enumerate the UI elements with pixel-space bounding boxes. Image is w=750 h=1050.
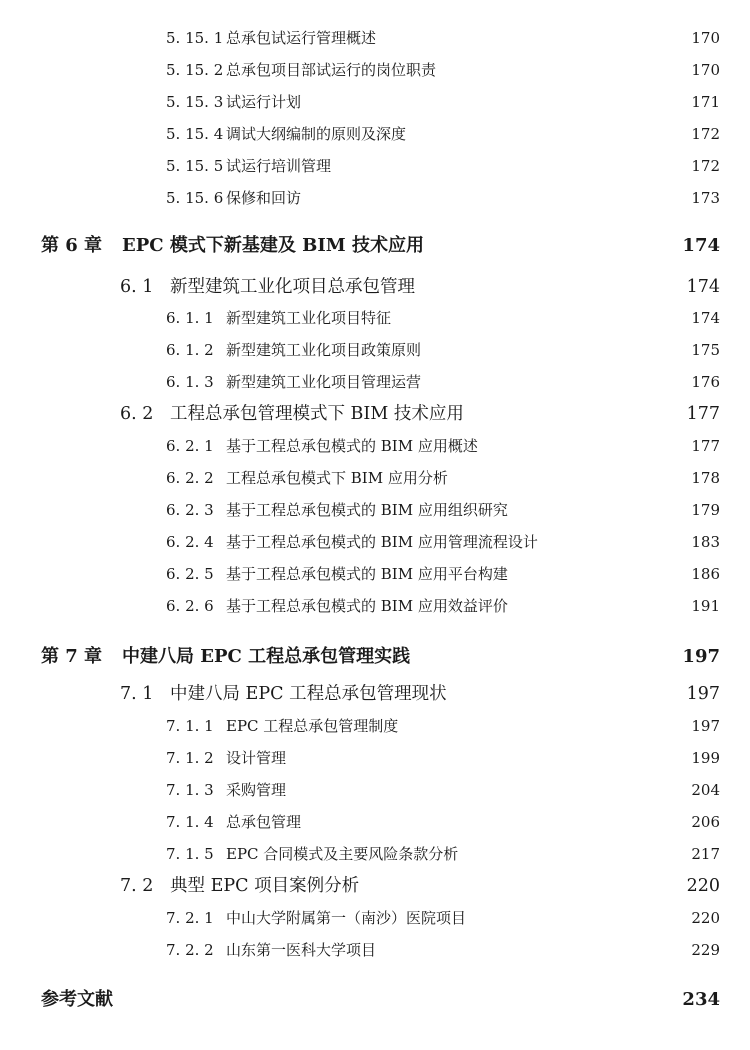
toc-entry-title: 工程总承包管理模式下 BIM 技术应用 xyxy=(170,404,464,424)
toc-entry xyxy=(0,433,750,459)
toc-entry xyxy=(0,529,750,555)
toc-entry-page-number: 177 xyxy=(686,404,720,424)
toc-entry xyxy=(0,681,750,707)
toc-entry-title: 基于工程总承包模式的 BIM 应用平台构建 xyxy=(226,565,508,583)
toc-entry xyxy=(0,987,750,1013)
toc-entry-page-number: 199 xyxy=(691,749,720,767)
toc-entry-page-number: 174 xyxy=(691,309,720,327)
toc-entry xyxy=(0,937,750,963)
toc-entry xyxy=(0,25,750,51)
toc-entry-title: 工程总承包模式下 BIM 应用分析 xyxy=(226,469,448,487)
toc-entry-page-number: 186 xyxy=(691,565,720,583)
toc-entry-title: 试运行计划 xyxy=(226,93,302,111)
toc-entry-title: 山东第一医科大学项目 xyxy=(226,941,377,959)
toc-entry xyxy=(0,401,750,427)
toc-entry-number: 6. 2. 1 xyxy=(166,437,214,455)
toc-entry-page-number: 197 xyxy=(686,684,720,704)
toc-entry-page-number: 220 xyxy=(691,909,720,927)
toc-entry xyxy=(0,809,750,835)
toc-entry-number: 6. 2. 4 xyxy=(166,533,214,551)
toc-entry-number: 第 7 章 xyxy=(41,646,103,667)
toc-entry-title: 中山大学附属第一（南沙）医院项目 xyxy=(226,909,467,927)
toc-entry-title: 新型建筑工业化项目政策原则 xyxy=(226,341,422,359)
toc-entry-page-number: 177 xyxy=(691,437,720,455)
toc-entry-page-number: 174 xyxy=(686,277,720,297)
toc-entry-number: 6. 2. 2 xyxy=(166,469,214,487)
toc-entry xyxy=(0,593,750,619)
toc-entry-page-number: 217 xyxy=(691,845,720,863)
toc-entry-number: 6. 1. 1 xyxy=(166,309,214,327)
toc-entry-number: 6. 2 xyxy=(120,404,154,424)
toc-entry xyxy=(0,497,750,523)
toc-entry-title: 参考文献 xyxy=(41,989,113,1010)
toc-entry-number: 6. 2. 5 xyxy=(166,565,214,583)
toc-entry-number: 6. 2. 6 xyxy=(166,597,214,615)
toc-entry-number: 第 6 章 xyxy=(41,235,103,256)
toc-entry-title: 基于工程总承包模式的 BIM 应用组织研究 xyxy=(226,501,508,519)
toc-entry-page-number: 176 xyxy=(691,373,720,391)
toc-entry-page-number: 197 xyxy=(691,717,720,735)
toc-entry-page-number: 204 xyxy=(691,781,720,799)
toc-entry-title: 设计管理 xyxy=(226,749,287,767)
toc-entry-title: 总承包项目部试运行的岗位职责 xyxy=(226,61,437,79)
toc-entry-title: EPC 模式下新基建及 BIM 技术应用 xyxy=(122,235,424,256)
toc-entry xyxy=(0,905,750,931)
toc-entry-number: 5. 15. 4 xyxy=(166,125,224,143)
toc-entry-number: 7. 1. 2 xyxy=(166,749,214,767)
toc-entry-page-number: 173 xyxy=(691,189,720,207)
toc-entry-number: 6. 2. 3 xyxy=(166,501,214,519)
toc-entry xyxy=(0,305,750,331)
toc-entry-title: 总承包试运行管理概述 xyxy=(226,29,377,47)
toc-entry-number: 7. 2. 2 xyxy=(166,941,214,959)
toc-entry xyxy=(0,57,750,83)
toc-entry xyxy=(0,644,750,670)
toc-entry-number: 7. 1. 3 xyxy=(166,781,214,799)
toc-entry-page-number: 191 xyxy=(691,597,720,615)
toc-entry xyxy=(0,369,750,395)
toc-entry-page-number: 174 xyxy=(682,235,720,256)
toc-entry-title: 基于工程总承包模式的 BIM 应用概述 xyxy=(226,437,478,455)
toc-entry-page-number: 178 xyxy=(691,469,720,487)
toc-entry xyxy=(0,745,750,771)
toc-entry-page-number: 197 xyxy=(682,646,720,667)
toc-entry-number: 6. 1 xyxy=(120,277,154,297)
toc-entry xyxy=(0,465,750,491)
toc-entry xyxy=(0,121,750,147)
toc-entry xyxy=(0,274,750,300)
toc-entry-title: EPC 合同模式及主要风险条款分析 xyxy=(226,845,459,863)
toc-entry-page-number: 183 xyxy=(691,533,720,551)
toc-entry-page-number: 172 xyxy=(691,125,720,143)
toc-entry-page-number: 179 xyxy=(691,501,720,519)
toc-entry-page-number: 220 xyxy=(686,876,720,896)
toc-entry-title: 中建八局 EPC 工程总承包管理现状 xyxy=(170,684,447,704)
toc-entry xyxy=(0,337,750,363)
toc-entry-title: EPC 工程总承包管理制度 xyxy=(226,717,399,735)
toc-entry-page-number: 172 xyxy=(691,157,720,175)
toc-entry-number: 7. 1. 5 xyxy=(166,845,214,863)
toc-entry xyxy=(0,777,750,803)
toc-entry-page-number: 170 xyxy=(691,29,720,47)
toc-entry-number: 7. 1 xyxy=(120,684,154,704)
toc-entry-title: 保修和回访 xyxy=(226,189,302,207)
toc-entry-title: 总承包管理 xyxy=(226,813,302,831)
toc-entry xyxy=(0,89,750,115)
toc-entry-page-number: 234 xyxy=(682,989,720,1010)
toc-entry-page-number: 206 xyxy=(691,813,720,831)
toc-entry-number: 6. 1. 3 xyxy=(166,373,214,391)
toc-entry-number: 5. 15. 5 xyxy=(166,157,224,175)
toc-entry-title: 基于工程总承包模式的 BIM 应用效益评价 xyxy=(226,597,508,615)
toc-entry-title: 调试大纲编制的原则及深度 xyxy=(226,125,407,143)
toc-entry-page-number: 229 xyxy=(691,941,720,959)
toc-entry-number: 7. 1. 1 xyxy=(166,717,214,735)
toc-entry-title: 中建八局 EPC 工程总承包管理实践 xyxy=(122,646,411,667)
toc-entry-page-number: 170 xyxy=(691,61,720,79)
toc-entry xyxy=(0,233,750,259)
toc-entry xyxy=(0,185,750,211)
toc-entry-title: 采购管理 xyxy=(226,781,287,799)
toc-entry-title: 基于工程总承包模式的 BIM 应用管理流程设计 xyxy=(226,533,538,551)
toc-entry-number: 5. 15. 6 xyxy=(166,189,224,207)
toc-entry-number: 7. 2. 1 xyxy=(166,909,214,927)
toc-entry-page-number: 175 xyxy=(691,341,720,359)
toc-entry-number: 7. 2 xyxy=(120,876,154,896)
toc-entry xyxy=(0,153,750,179)
toc-entry-title: 试运行培训管理 xyxy=(226,157,332,175)
toc-entry-title: 新型建筑工业化项目特征 xyxy=(226,309,392,327)
toc-entry xyxy=(0,561,750,587)
toc-entry-number: 5. 15. 3 xyxy=(166,93,224,111)
toc-entry-number: 7. 1. 4 xyxy=(166,813,214,831)
toc-entry xyxy=(0,873,750,899)
toc-entry xyxy=(0,713,750,739)
toc-entry-title: 新型建筑工业化项目管理运营 xyxy=(226,373,422,391)
toc-entry-page-number: 171 xyxy=(691,93,720,111)
toc-entry-title: 新型建筑工业化项目总承包管理 xyxy=(170,277,415,297)
toc-entry-number: 5. 15. 2 xyxy=(166,61,224,79)
toc-entry-title: 典型 EPC 项目案例分析 xyxy=(170,876,360,896)
toc-entry xyxy=(0,841,750,867)
toc-entry-number: 5. 15. 1 xyxy=(166,29,224,47)
toc-entry-number: 6. 1. 2 xyxy=(166,341,214,359)
